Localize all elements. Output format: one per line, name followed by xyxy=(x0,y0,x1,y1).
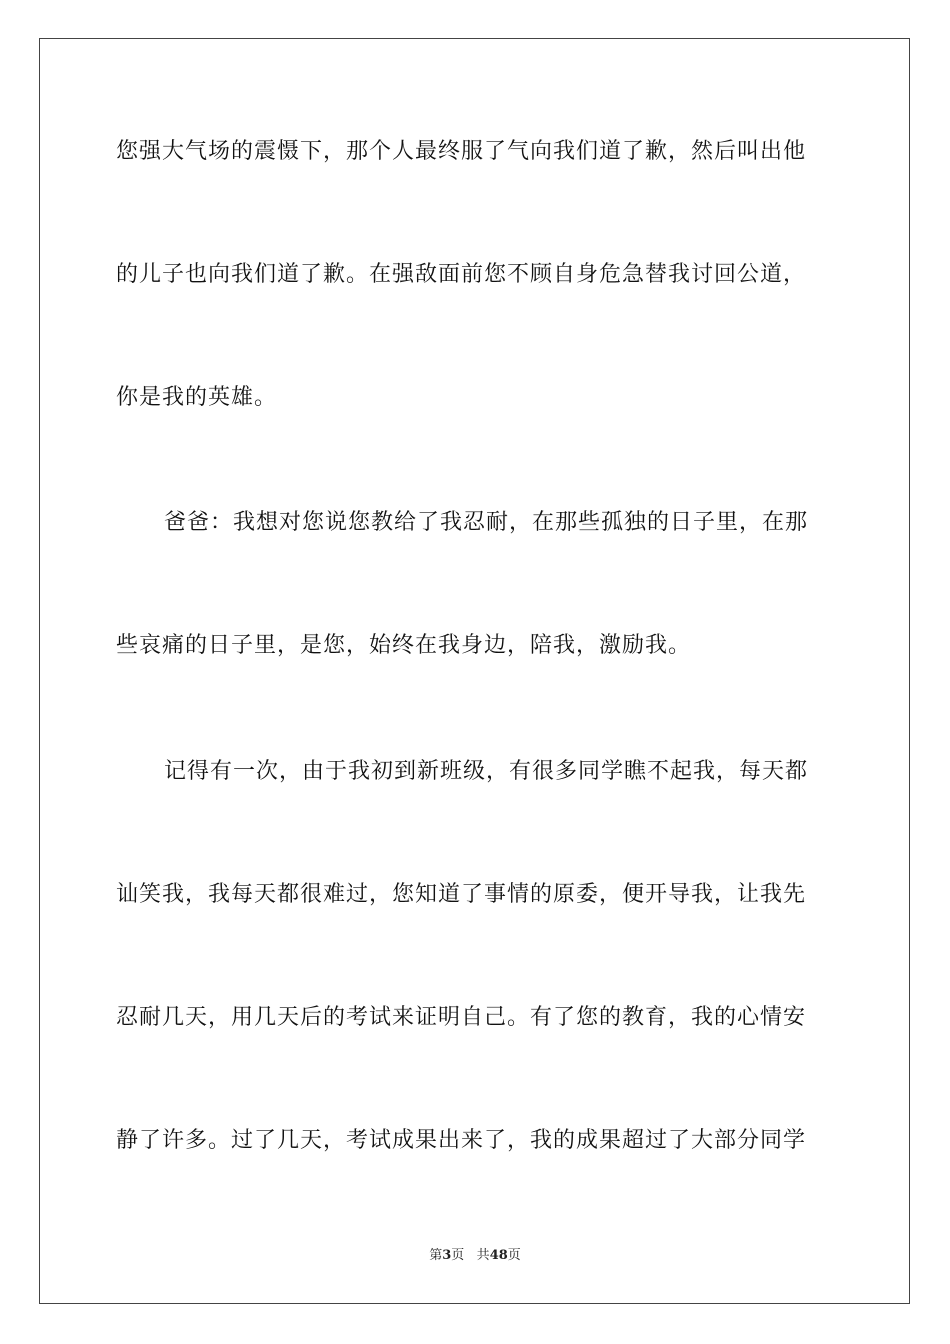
footer-page-prefix: 第 xyxy=(429,1248,443,1263)
text-line-7: 讪笑我，我每天都很难过，您知道了事情的原委，便开导我，让我先 xyxy=(116,882,807,907)
footer-page-suffix: 页 xyxy=(451,1248,465,1263)
page-border xyxy=(39,38,910,1304)
text-line-4: 爸爸：我想对您说您教给了我忍耐，在那些孤独的日子里，在那 xyxy=(164,510,809,535)
page-footer xyxy=(0,1247,950,1265)
footer-page-number: 3 xyxy=(442,1248,452,1263)
text-line-1: 您强大气场的震慑下，那个人最终服了气向我们道了歉，然后叫出他 xyxy=(116,139,807,164)
text-line-2: 的儿子也向我们道了歉。在强敌面前您不顾自身危急替我讨回公道， xyxy=(116,262,807,287)
footer-total-suffix: 页 xyxy=(507,1248,521,1263)
text-line-9: 静了许多。过了几天，考试成果出来了，我的成果超过了大部分同学 xyxy=(116,1128,807,1153)
text-line-5: 些哀痛的日子里，是您，始终在我身边，陪我，激励我。 xyxy=(116,633,692,658)
text-line-3: 你是我的英雄。 xyxy=(116,385,278,410)
footer-total-prefix: 共 xyxy=(476,1248,490,1263)
footer-total-pages: 48 xyxy=(489,1248,508,1263)
text-line-6: 记得有一次，由于我初到新班级，有很多同学瞧不起我，每天都 xyxy=(164,759,809,784)
text-line-8: 忍耐几天，用几天后的考试来证明自己。有了您的教育，我的心情安 xyxy=(116,1005,807,1030)
